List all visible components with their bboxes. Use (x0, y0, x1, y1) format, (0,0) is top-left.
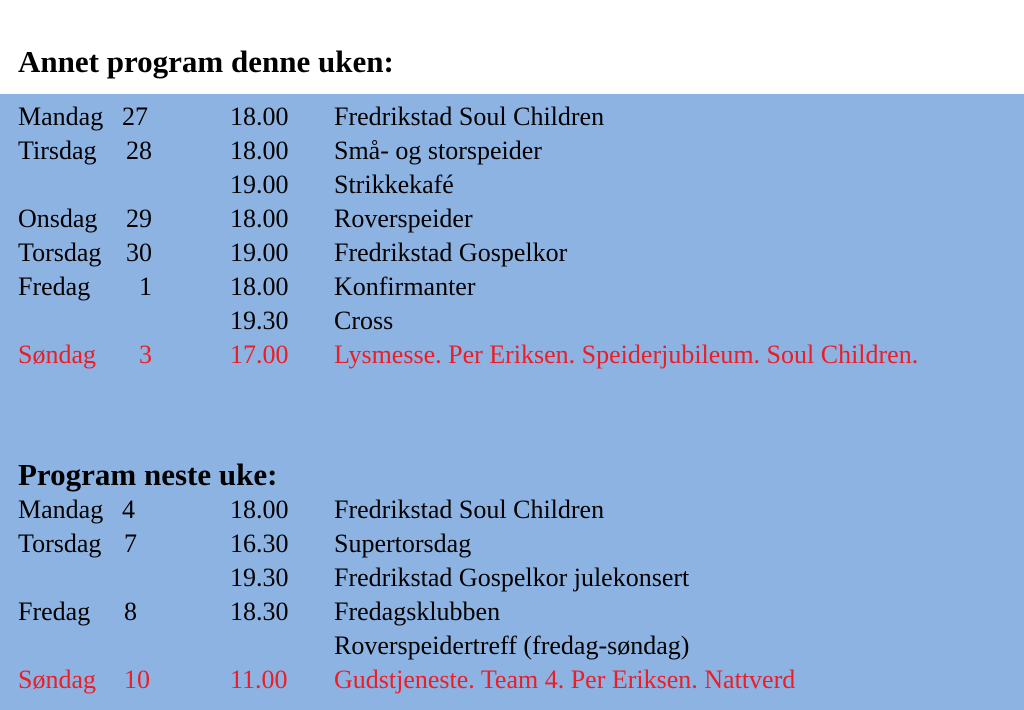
row-event: Cross (334, 306, 394, 335)
row-event: Gudstjeneste. Team 4. Per Eriksen. Nattverd (334, 665, 796, 694)
row-day: Tirsdag (18, 136, 97, 165)
row-day: Søndag (18, 665, 96, 694)
row-event: Roverspeidertreff (fredag-søndag) (334, 631, 690, 660)
schedule-row-sondag-10 (0, 663, 1024, 697)
row-day: Fredag (18, 597, 91, 626)
row-day: Søndag (18, 340, 96, 369)
row-time: 16.30 (230, 529, 289, 558)
row-time: 18.00 (230, 495, 289, 524)
row-event: Strikkekafé (334, 170, 454, 199)
row-event: Fredagsklubben (334, 597, 501, 626)
row-date: 27 (122, 102, 148, 131)
schedule-row-tirsdag-2 (0, 168, 1024, 202)
row-date: 8 (124, 597, 137, 626)
row-date: 3 (139, 340, 152, 369)
row-event: Fredrikstad Soul Children (334, 102, 605, 131)
row-date: 1 (139, 272, 152, 301)
row-date: 7 (124, 529, 137, 558)
row-time: 19.30 (230, 306, 289, 335)
row-date: 4 (122, 495, 135, 524)
row-time: 19.30 (230, 563, 289, 592)
row-event: Fredrikstad Gospelkor julekonsert (334, 563, 690, 592)
page-title: Annet program denne uken: (18, 44, 394, 79)
schedule-row-torsdag-2 (0, 561, 1024, 595)
row-event: Små- og storspeider (334, 136, 542, 165)
row-day: Onsdag (18, 204, 98, 233)
schedule-row-sondag-3 (0, 338, 1024, 372)
row-date: 10 (124, 665, 150, 694)
row-day: Mandag (18, 495, 104, 524)
row-date: 30 (126, 238, 152, 267)
schedule-row-onsdag-29 (0, 202, 1024, 236)
row-event: Roverspeider (334, 204, 473, 233)
row-day: Fredag (18, 272, 91, 301)
row-time: 18.00 (230, 204, 289, 233)
row-event: Fredrikstad Gospelkor (334, 238, 568, 267)
schedule-row-monday-27 (0, 100, 1024, 134)
row-time: 19.00 (230, 170, 289, 199)
row-date: 29 (126, 204, 152, 233)
schedule-row-fredag-8 (0, 595, 1024, 629)
schedule-row-fredag-2 (0, 629, 1024, 663)
row-time: 19.00 (230, 238, 289, 267)
row-date: 28 (126, 136, 152, 165)
row-time: 17.00 (230, 340, 289, 369)
row-event: Supertorsdag (334, 529, 472, 558)
section-title-next-week: Program neste uke: (18, 457, 278, 492)
row-event: Lysmesse. Per Eriksen. Speiderjubileum. Soul Children. (334, 340, 919, 369)
row-day: Torsdag (18, 529, 102, 558)
schedule-row-mandag-4 (0, 493, 1024, 527)
schedule-row-fredag-1 (0, 270, 1024, 304)
row-event: Fredrikstad Soul Children (334, 495, 605, 524)
row-time: 18.00 (230, 102, 289, 131)
row-time: 18.00 (230, 272, 289, 301)
row-time: 18.00 (230, 136, 289, 165)
row-event: Konfirmanter (334, 272, 476, 301)
row-time: 18.30 (230, 597, 289, 626)
row-time: 11.00 (230, 665, 288, 694)
schedule-row-torsdag-7 (0, 527, 1024, 561)
schedule-row-torsdag-30 (0, 236, 1024, 270)
row-day: Torsdag (18, 238, 102, 267)
schedule-row-fredag-2 (0, 304, 1024, 338)
schedule-row-tirsdag-28 (0, 134, 1024, 168)
row-day: Mandag (18, 102, 104, 131)
